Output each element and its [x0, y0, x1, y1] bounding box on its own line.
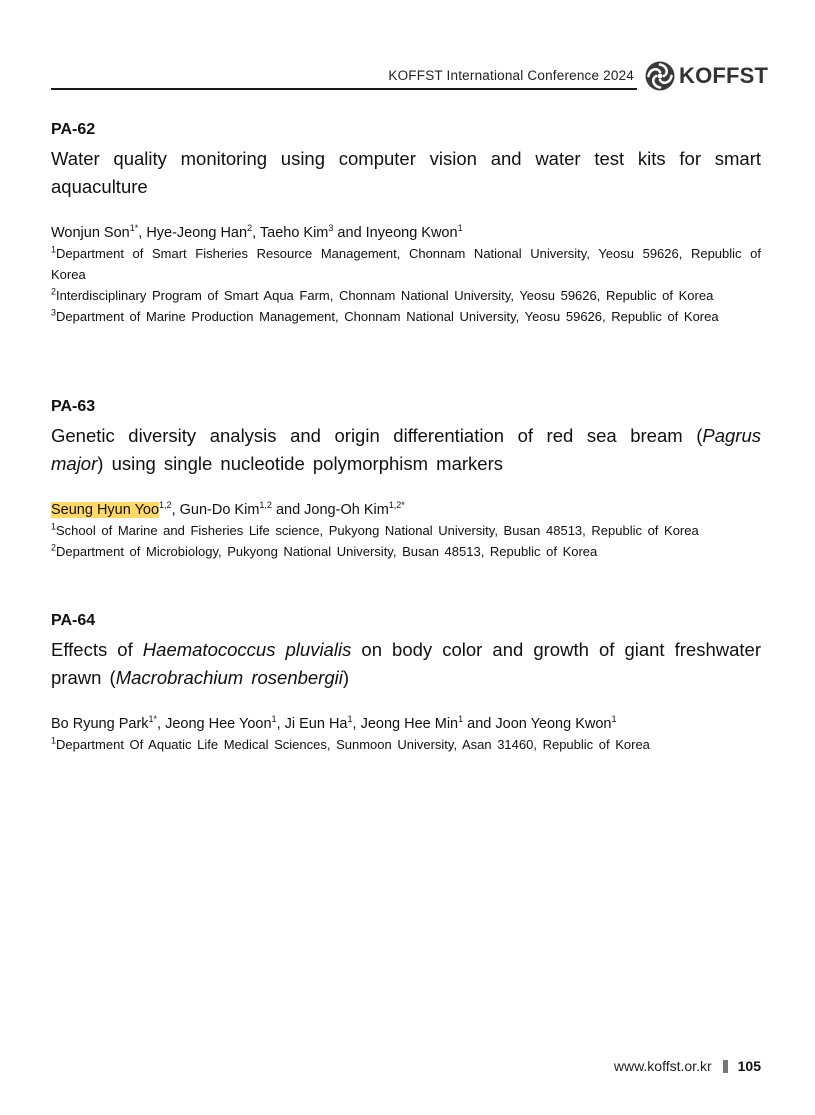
affiliation-mark: 1	[51, 521, 57, 532]
affiliation-text: Department of Smart Fisheries Resource Management, Chonnam National University, Yeosu 59626, Republic of Korea	[51, 246, 761, 282]
author-separator: and	[271, 502, 305, 518]
author-affiliation-mark: 3	[328, 223, 334, 234]
footer-divider	[723, 1060, 728, 1073]
affiliation	[51, 306, 761, 327]
affiliation-mark: 3	[51, 307, 57, 318]
abstract-id: PA-62	[51, 121, 96, 138]
page-header	[51, 56, 769, 96]
author-separator: ,	[252, 225, 260, 241]
logo-wordmark: KOFFST	[679, 63, 769, 88]
header-rule	[51, 88, 637, 90]
affiliation	[51, 243, 761, 285]
footer-url: www.koffst.or.kr	[613, 1058, 712, 1074]
author-affiliation-mark: 1	[611, 714, 617, 725]
affiliation-text: Department Of Aquatic Life Medical Sciences, Sunmoon University, Asan 31460, Republic of Korea	[56, 737, 650, 752]
abstract-title	[51, 422, 761, 478]
title-italic-term: Pagrus major	[51, 425, 761, 474]
author-affiliation-mark: 1,2	[159, 500, 172, 511]
affiliation-text: School of Marine and Fisheries Life science, Pukyong National University, Busan 48513, Republic of Korea	[56, 523, 699, 538]
affiliation-text: Department of Marine Production Management, Chonnam National University, Yeosu 59626, Republic of Korea	[56, 309, 719, 324]
abstract-title	[51, 145, 761, 201]
author-separator: and	[333, 225, 366, 241]
affiliation-mark: 2	[51, 286, 57, 297]
title-text: Effects of	[51, 639, 143, 660]
abstract-id: PA-64	[51, 612, 96, 629]
author-affiliation-mark: 1*	[129, 223, 139, 234]
author-separator: and	[463, 716, 496, 732]
author-affiliation-mark: 1	[457, 223, 463, 234]
affiliation	[51, 734, 761, 755]
abstract-pa-64	[51, 612, 761, 755]
author-affiliation-mark: 1	[271, 714, 277, 725]
author-list	[51, 714, 761, 734]
affiliation	[51, 541, 761, 562]
author-name: Ji Eun Ha	[284, 716, 348, 732]
abstract-title	[51, 636, 761, 692]
abstract-id: PA-63	[51, 398, 96, 415]
abstract-pa-62	[51, 121, 761, 327]
author-affiliation-mark: 1,2	[259, 500, 272, 511]
author-name: Joon Yeong Kwon	[495, 716, 612, 732]
author-name: Taeho Kim	[259, 225, 329, 241]
author-separator: ,	[171, 502, 180, 518]
title-text: Genetic diversity analysis and origin differentiation of red sea bream (	[51, 425, 703, 446]
abstract-pa-63	[51, 398, 761, 562]
affiliation-mark: 1	[51, 244, 57, 255]
page-number: 105	[737, 1058, 761, 1074]
author-name: Seung Hyun Yoo	[51, 502, 160, 518]
title-text: ) using single nucleotide polymorphism markers	[97, 453, 503, 474]
author-name: Jeong Hee Yoon	[165, 716, 272, 732]
author-affiliation-mark: 1,2*	[388, 500, 405, 511]
title-italic-term: Macrobrachium rosenbergii	[115, 667, 343, 688]
page-footer	[614, 1058, 761, 1074]
author-name: Bo Ryung Park	[51, 716, 149, 732]
title-text: on body color and growth of giant freshwater prawn (	[51, 639, 761, 688]
author-separator: ,	[138, 225, 147, 241]
author-name: Hye-Jeong Han	[146, 225, 248, 241]
swirl-logo-icon	[644, 60, 676, 92]
author-name: Jeong Hee Min	[360, 716, 459, 732]
affiliation	[51, 285, 761, 306]
author-separator: ,	[276, 716, 285, 732]
title-text: Water quality monitoring using computer vision and water test kits for smart aquaculture	[51, 148, 761, 197]
author-separator: ,	[352, 716, 361, 732]
author-affiliation-mark: 1*	[148, 714, 158, 725]
author-list	[51, 500, 761, 520]
affiliation-text: Interdisciplinary Program of Smart Aqua Farm, Chonnam National University, Yeosu 59626, Republic of Korea	[56, 288, 714, 303]
affiliation	[51, 520, 761, 541]
author-separator: ,	[157, 716, 166, 732]
koffst-logo	[644, 59, 769, 93]
affiliation-mark: 2	[51, 542, 57, 553]
author-name: Gun-Do Kim	[179, 502, 260, 518]
author-affiliation-mark: 1	[347, 714, 353, 725]
title-text: )	[342, 667, 350, 688]
title-italic-term: Haematococcus pluvialis	[142, 639, 352, 660]
conference-title: KOFFST International Conference 2024	[388, 68, 634, 83]
affiliation-mark: 1	[51, 735, 57, 746]
author-name: Jong-Oh Kim	[304, 502, 389, 518]
author-name: Inyeong Kwon	[365, 225, 458, 241]
author-affiliation-mark: 2	[247, 223, 253, 234]
author-affiliation-mark: 1	[458, 714, 464, 725]
author-list	[51, 223, 761, 243]
author-name: Wonjun Son	[51, 225, 130, 241]
affiliation-text: Department of Microbiology, Pukyong National University, Busan 48513, Republic of Korea	[56, 544, 598, 559]
